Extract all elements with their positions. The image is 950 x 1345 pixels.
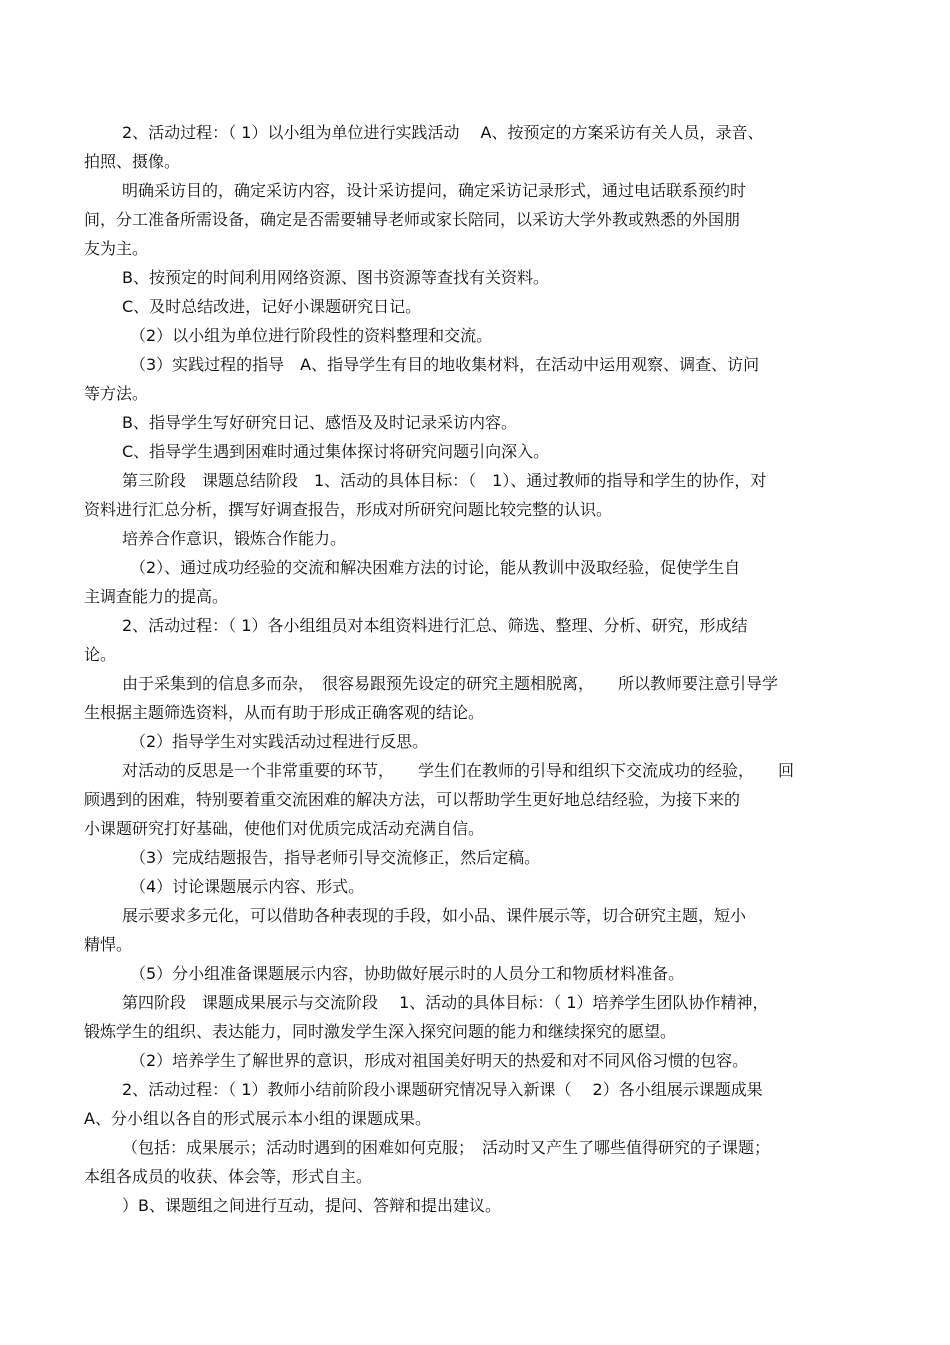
text-line: C、及时总结改进，记好小课题研究日记。: [122, 297, 422, 316]
text-line: （4）讨论课题展示内容、形式。: [130, 877, 365, 896]
paragraph: [84, 1075, 874, 1133]
text-line: B、按预定的时间利用网络资源、图书资源等查找有关资料。: [122, 268, 549, 287]
text-line: 拍照、摄像。: [84, 152, 181, 171]
text-line: （5）分小组准备课题展示内容，协助做好展示时的人员分工和物质材料准备。: [130, 964, 685, 983]
paragraph: [84, 756, 874, 843]
text-line: 2、活动过程：（ 1）教师小结前阶段小课题研究情况导入新课（ 2）各小组展示课题成果: [122, 1080, 763, 1099]
text-line: （2）、通过成功经验的交流和解决困难方法的讨论，能从教训中汲取经验，促使学生自: [130, 558, 741, 577]
paragraph: [84, 1191, 874, 1220]
text-line: 精悍。: [84, 935, 133, 954]
text-line: （3）实践过程的指导 A、指导学生有目的地收集材料，在活动中运用观察、调查、访问: [130, 355, 760, 374]
text-line: 间，分工准备所需设备，确定是否需要辅导老师或家长陪同，以采访大学外教或熟悉的外国朋: [84, 210, 741, 229]
paragraph: [84, 350, 874, 408]
text-line: 培养合作意识，锻炼合作能力。: [122, 529, 347, 548]
text-line: 锻炼学生的组织、表达能力，同时激发学生深入探究问题的能力和继续探究的愿望。: [84, 1022, 677, 1041]
paragraph: [84, 553, 874, 611]
text-line: 资料进行汇总分析，撰写好调查报告，形成对所研究问题比较完整的认识。: [84, 500, 613, 519]
document-body: [84, 118, 874, 1220]
text-line: 第四阶段 课题成果展示与交流阶段 1、活动的具体目标：（ 1）培养学生团队协作精神，: [122, 993, 769, 1012]
text-line: 展示要求多元化，可以借助各种表现的手段，如小品、课件展示等，切合研究主题，短小: [122, 906, 747, 925]
text-line: （2）培养学生了解世界的意识，形成对祖国美好明天的热爱和对不同风俗习惯的包容。: [130, 1051, 749, 1070]
paragraph: [84, 292, 874, 321]
paragraph: [84, 466, 874, 524]
text-line: 2、活动过程：（ 1）以小组为单位进行实践活动 A、按预定的方案采访有关人员，录音、: [122, 123, 764, 142]
paragraph: [84, 727, 874, 756]
text-line: 由于采集到的信息多而杂， 很容易跟预先设定的研究主题相脱离， 所以教师要注意引导学: [122, 674, 779, 693]
paragraph: [84, 263, 874, 292]
text-line: 对活动的反思是一个非常重要的环节， 学生们在教师的引导和组织下交流成功的经验， 回: [122, 761, 795, 780]
text-line: 第三阶段 课题总结阶段 1、活动的具体目标：（ 1）、通过教师的指导和学生的协作，对: [122, 471, 767, 490]
paragraph: [84, 988, 874, 1046]
paragraph: [84, 176, 874, 263]
paragraph: [84, 843, 874, 872]
text-line: 2、活动过程：（ 1）各小组组员对本组资料进行汇总、筛选、整理、分析、研究，形成结: [122, 616, 748, 635]
paragraph: [84, 611, 874, 669]
text-line: 明确采访目的，确定采访内容，设计采访提问，确定采访记录形式，通过电话联系预约时: [122, 181, 747, 200]
paragraph: [84, 901, 874, 959]
text-line: 等方法。: [84, 384, 149, 403]
text-line: 主调查能力的提高。: [84, 587, 229, 606]
text-line: ）B、课题组之间进行互动，提问、答辩和提出建议。: [122, 1196, 501, 1215]
paragraph: [84, 118, 874, 176]
text-line: （2）指导学生对实践活动过程进行反思。: [130, 732, 429, 751]
paragraph: [84, 872, 874, 901]
paragraph: [84, 524, 874, 553]
text-line: （2）以小组为单位进行阶段性的资料整理和交流。: [130, 326, 493, 345]
paragraph: [84, 1133, 874, 1191]
paragraph: [84, 959, 874, 988]
text-line: C、指导学生遇到困难时通过集体探讨将研究问题引向深入。: [122, 442, 550, 461]
paragraph: [84, 669, 874, 727]
text-line: 友为主。: [84, 239, 149, 258]
text-line: （包括：成果展示；活动时遇到的困难如何克服； 活动时又产生了哪些值得研究的子课题；: [122, 1138, 771, 1157]
text-line: 小课题研究打好基础，使他们对优质完成活动充满自信。: [84, 819, 485, 838]
paragraph: [84, 408, 874, 437]
text-line: A、分小组以各自的形式展示本小组的课题成果。: [84, 1109, 431, 1128]
paragraph: [84, 321, 874, 350]
text-line: （3）完成结题报告，指导老师引导交流修正，然后定稿。: [130, 848, 541, 867]
text-line: 顾遇到的困难，特别要着重交流困难的解决方法，可以帮助学生更好地总结经验，为接下来的: [84, 790, 741, 809]
paragraph: [84, 437, 874, 466]
text-line: 论。: [84, 645, 117, 664]
paragraph: [84, 1046, 874, 1075]
text-line: B、指导学生写好研究日记、感悟及及时记录采访内容。: [122, 413, 517, 432]
text-line: 本组各成员的收获、体会等，形式自主。: [84, 1167, 373, 1186]
text-line: 生根据主题筛选资料，从而有助于形成正确客观的结论。: [84, 703, 485, 722]
